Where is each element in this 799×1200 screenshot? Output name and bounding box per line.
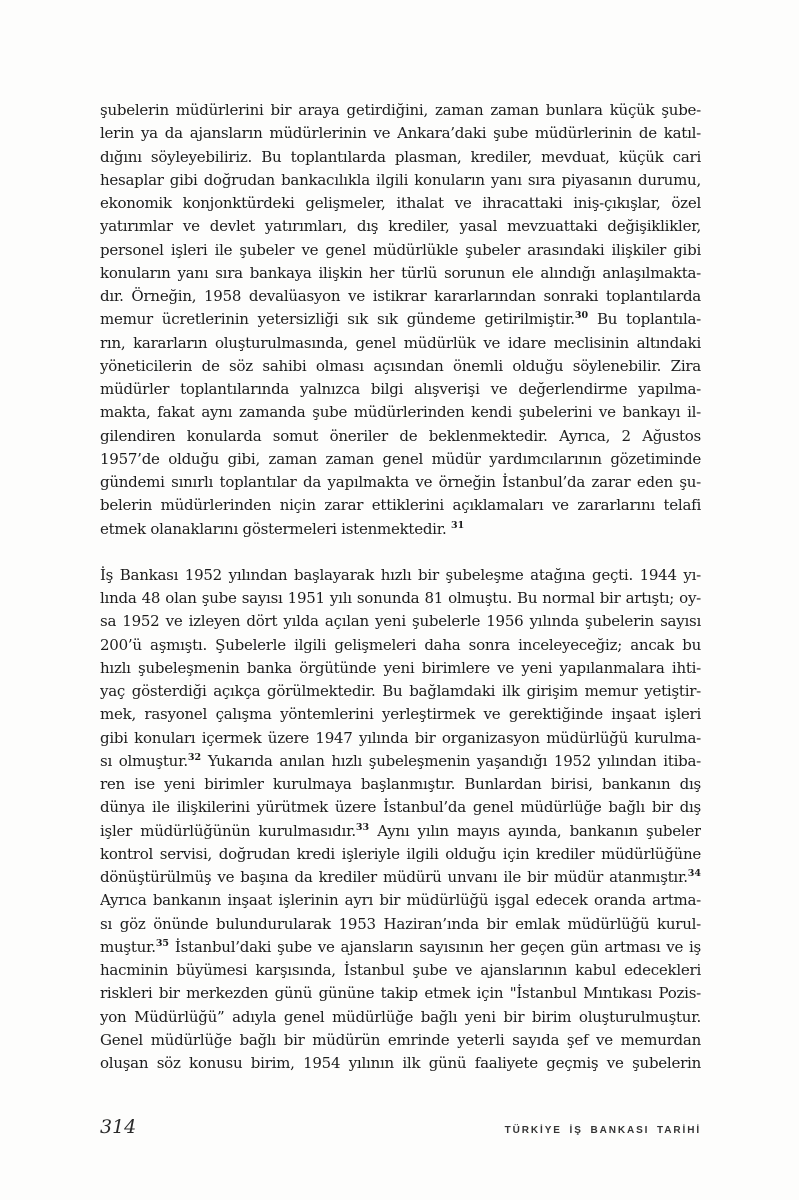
text-line: memur ücretlerinin yetersizliği sık sık gündeme getirilmiştir.$^{30}$ Bu toplantıla-: [100, 310, 701, 329]
text-line: kontrol servisi, doğrudan kredi işleriyle ilgili olduğu için krediler müdürlüğüne: [100, 844, 701, 863]
paragraph: [100, 99, 701, 541]
footnote-ref: 32: [187, 751, 202, 763]
text-line: yöneticilerin de söz sahibi olması açısından önemli olduğu söylenebilir. Zira: [100, 356, 701, 375]
text-line: muştur.$^{35}$ İstanbul’daki şube ve ajansların sayısının her geçen gün artması ve iş: [100, 937, 701, 956]
text-line: rın, kararların oluşturulmasında, genel müdürlük ve idare meclisinin altındaki: [100, 333, 701, 352]
text-line: riskleri bir merkezden günü gününe takip etmek için "İstanbul Mıntıkası Pozis-: [100, 984, 701, 1003]
text-line: müdürler toplantılarında yalnızca bilgi alışverişi ve değerlendirme yapılma-: [100, 380, 701, 398]
text-line: ekonomik konjonktürdeki gelişmeler, ithalat ve ihracattaki iniş-çıkışlar, özel: [100, 194, 701, 212]
text-line: yon Müdürlüğü” adıyla genel müdürlüğe bağlı yeni bir birim oluşturulmuştur.: [100, 1007, 701, 1026]
text-line: dır. Örneğin, 1958 devalüasyon ve istikrar kararlarından sonraki toplantılarda: [100, 287, 701, 305]
text-line: belerin müdürlerinden niçin zarar ettiklerini açıklamaları ve zararlarını telafi: [100, 496, 701, 515]
text-line: Genel müdürlüğe bağlı bir müdürün emrinde yeterli sayıda şef ve memurdan: [100, 1030, 701, 1049]
text-line: dönüştürülmüş ve başına da krediler müdürü unvanı ile bir müdür atanmıştır.$^{34}$: [100, 868, 701, 886]
text-line: Ayrıca bankanın inşaat işlerinin ayrı bir müdürlüğü işgal edecek oranda artma-: [100, 891, 701, 910]
text-line: etmek olanaklarını göstermeleri istenmektedir. $^{31}$: [100, 519, 465, 538]
text-line: işler müdürlüğünün kurulmasıdır.$^{33}$ Aynı yılın mayıs ayında, bankanın şubeler: [100, 821, 701, 840]
text-line: dığını söyleyebiliriz. Bu toplantılarda plasman, krediler, mevduat, küçük cari: [100, 147, 701, 166]
text-line: 200’ü aşmıştı. Şubelerle ilgili gelişmeleri daha sonra inceleyeceğiz; ancak bu: [100, 635, 701, 654]
text-line: personel işleri ile şubeler ve genel müdürlükle şubeler arasındaki ilişkiler gibi: [100, 240, 701, 259]
page-footer: [100, 1116, 701, 1138]
text-line: gilendiren konularda somut öneriler de beklenmektedir. Ayrıca, 2 Ağustos: [100, 426, 701, 445]
text-line: sı olmuştur.$^{32}$ Yukarıda anılan hızlı şubeleşmenin yaşandığı 1952 yılından itiba-: [100, 751, 701, 770]
paragraph: [100, 564, 701, 1076]
footnote-ref: 35: [155, 937, 170, 949]
text-line: gibi konuları içermek üzere 1947 yılında bir organizasyon müdürlüğü kurulma-: [100, 728, 701, 747]
running-title: TÜRKİYE İŞ BANKASI TARİHİ: [504, 1125, 701, 1136]
text-line: konuların yanı sıra bankaya ilişkin her türlü sorunun ele alındığı anlaşılmakta-: [100, 263, 701, 282]
text-line: oluşan söz konusu birim, 1954 yılının ilk günü faaliyete geçmiş ve şubelerin: [100, 1054, 701, 1072]
text-line: sa 1952 ve izleyen dört yılda açılan yeni şubelerle 1956 yılında şubelerin sayısı: [100, 612, 701, 631]
text-line: 1957’de olduğu gibi, zaman zaman genel müdür yardımcılarının gözetiminde: [100, 449, 701, 468]
text-line: yatırımlar ve devlet yatırımları, dış krediler, yasal mevzuattaki değişiklikler,: [100, 217, 701, 236]
footnote-ref: 34: [687, 868, 701, 879]
text-line: İş Bankası 1952 yılından başlayarak hızlı bir şubeleşme atağına geçti. 1944 yı-: [100, 565, 701, 584]
footnote-ref: 33: [355, 821, 370, 833]
text-line: lerin ya da ajansların müdürlerinin ve Ankara’daki şube müdürlerinin de katıl-: [100, 124, 701, 143]
footnote-ref: 31: [451, 519, 465, 531]
text-line: dünya ile ilişkilerini yürütmek üzere İstanbul’da genel müdürlüğe bağlı bir dış: [100, 798, 701, 817]
text-line: gündemi sınırlı toplantılar da yapılmakta ve örneğin İstanbul’da zarar eden şu-: [100, 473, 701, 491]
text-line: hacminin büyümesi karşısında, İstanbul şube ve ajanslarının kabul edecekleri: [100, 961, 701, 979]
text-line: ren ise yeni birimler kurulmaya başlanmıştır. Bunlardan birisi, bankanın dış: [100, 775, 701, 793]
text-block: [100, 99, 701, 1075]
text-line: mek, rasyonel çalışma yöntemlerini yerleştirmek ve gerektiğinde inşaat işleri: [100, 705, 701, 724]
page-number: 314: [100, 1116, 137, 1138]
text-line: yaç gösterdiği açıkça görülmektedir. Bu bağlamdaki ilk girişim memur yetiştir-: [100, 682, 701, 700]
text-line: şubelerin müdürlerini bir araya getirdiğini, zaman zaman bunlara küçük şube-: [100, 101, 701, 119]
text-line: lında 48 olan şube sayısı 1951 yılı sonunda 81 olmuştu. Bu normal bir artıştı; oy-: [100, 589, 701, 607]
text-line: hesaplar gibi doğrudan bankacılıkla ilgili konuların yanı sıra piyasanın durumu,: [100, 170, 701, 189]
text-line: sı göz önünde bulundurularak 1953 Haziran’ında bir emlak müdürlüğü kurul-: [100, 914, 701, 933]
footnote-ref: 30: [574, 310, 589, 322]
text-line: makta, fakat aynı zamanda şube müdürlerinden kendi şubelerini ve bankayı il-: [100, 403, 701, 422]
text-line: hızlı şubeleşmenin banka örgütünde yeni birimlere ve yeni yapılanmalara ihti-: [100, 658, 701, 677]
